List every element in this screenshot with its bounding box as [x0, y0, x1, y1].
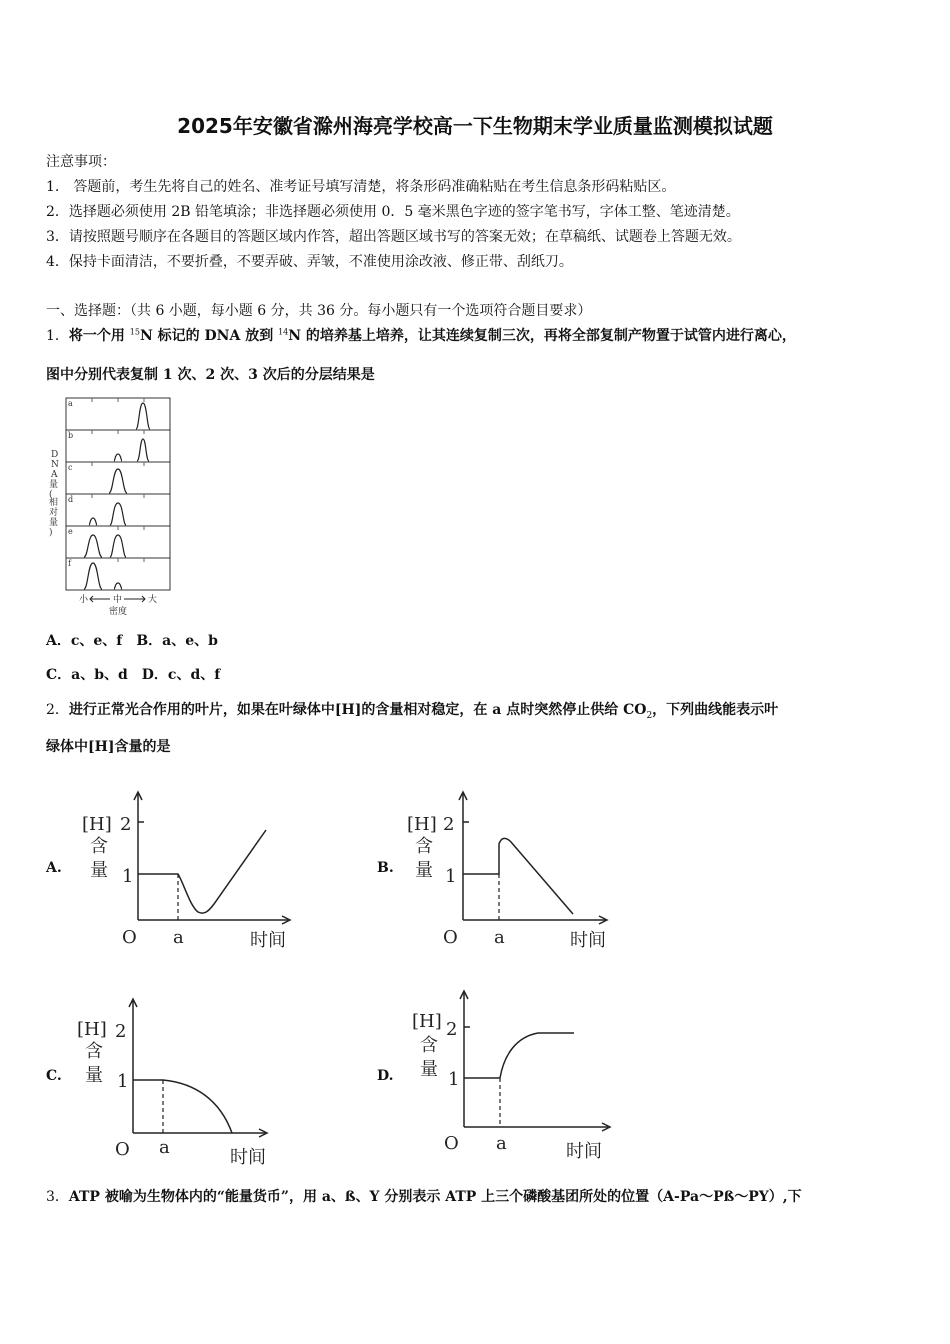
svg-text:O: O — [115, 1139, 130, 1160]
svg-text:含: 含 — [415, 836, 433, 857]
option-d-label: D. — [377, 1068, 394, 1084]
option-d-graph — [408, 985, 638, 1160]
svg-text:2: 2 — [115, 1021, 127, 1042]
option-a-graph — [80, 788, 310, 953]
x-large-label: 大 — [148, 595, 158, 605]
question-number: 2． — [46, 702, 69, 718]
x-small-label: 小 — [79, 595, 89, 605]
panel-label-e: e — [68, 527, 73, 536]
svg-text:时间: 时间 — [250, 930, 286, 951]
question-number: 1． — [46, 328, 69, 344]
svg-text:含: 含 — [85, 1041, 103, 1062]
question-2-text: 2．进行正常光合作用的叶片，如果在叶绿体中[H]的含量相对稳定，在 a 点时突然停止供给 $CO_2$，下列曲线能表示叶 — [46, 702, 779, 721]
x-axis-label: 密度 — [109, 607, 128, 617]
svg-text:时间: 时间 — [570, 930, 606, 951]
svg-text:O: O — [443, 927, 458, 948]
question-2-text-line2: 绿体中[H]含量的是 — [46, 739, 171, 755]
svg-text:2: 2 — [120, 814, 132, 835]
option-c-label: C. — [46, 1068, 62, 1084]
question-3-text: 3．ATP 被喻为生物体内的“能量货币”，用 a、ß、Y 分别表示 ATP 上三个磷酸基团所处的位置（A-Pa～Pß～PY）,下 — [46, 1189, 802, 1205]
panel-label-a: a — [68, 399, 73, 408]
question-1-options-line1: A．c、e、f B．a、e、b — [46, 633, 218, 649]
svg-text:2: 2 — [446, 1019, 458, 1040]
svg-text:1: 1 — [117, 1071, 129, 1092]
svg-text:时间: 时间 — [230, 1147, 266, 1167]
panel-label-b: b — [68, 431, 74, 440]
svg-text:量: 量 — [415, 860, 433, 881]
svg-text:量: 量 — [85, 1065, 103, 1086]
notice-heading: 注意事项： — [46, 154, 116, 170]
svg-text:O: O — [444, 1133, 459, 1154]
dna-centrifuge-figure — [46, 395, 176, 620]
svg-text:[H]: [H] — [77, 1019, 107, 1040]
svg-text:O: O — [122, 927, 137, 948]
svg-text:a: a — [159, 1137, 170, 1158]
notice-item-1: 1. 答题前，考生先将自己的姓名、准考证号填写清楚，将条形码准确粘贴在考生信息条形码粘贴区。 — [46, 179, 676, 195]
svg-text:a: a — [494, 927, 505, 948]
question-1-options-line2: C．a、b、d D．c、d、f — [46, 667, 221, 683]
y-axis-label: D N A 量(相对量) — [49, 450, 59, 538]
question-1-text-line2: 图中分别代表复制 1 次、2 次、3 次后的分层结果是 — [46, 367, 375, 383]
svg-text:时间: 时间 — [566, 1141, 602, 1160]
page-title: 2025年安徽省滁州海亮学校高一下生物期末学业质量监测模拟试题 — [177, 114, 773, 138]
panel-label-d: d — [68, 495, 74, 504]
svg-text:a: a — [496, 1133, 507, 1154]
svg-text:[H]: [H] — [407, 814, 437, 835]
notice-item-3: 3．请按照题号顺序在各题目的答题区域内作答，超出答题区域书写的答案无效；在草稿纸、试题卷上答题无效。 — [46, 229, 741, 245]
option-b-graph — [405, 788, 635, 953]
svg-text:量: 量 — [420, 1059, 438, 1080]
svg-text:[H]: [H] — [412, 1011, 442, 1032]
panel-label-c: c — [68, 463, 73, 472]
section-heading: 一、选择题：（共 6 小题，每小题 6 分，共 36 分。每小题只有一个选项符合题目要求） — [46, 303, 592, 319]
panel-label-f: f — [68, 559, 71, 568]
option-c-graph — [75, 995, 305, 1167]
svg-text:a: a — [173, 927, 184, 948]
x-mid-label: 中 — [113, 595, 123, 605]
svg-text:含: 含 — [420, 1035, 438, 1056]
option-a-label: A. — [46, 860, 62, 876]
option-b-label: B. — [377, 860, 394, 876]
question-number: 3． — [46, 1189, 69, 1205]
svg-text:量: 量 — [90, 860, 108, 881]
svg-text:1: 1 — [122, 866, 134, 887]
question-1-text: 1．将一个用 $^{15}$N 标记的 DNA 放到 $^{14}$N 的培养基上培养，让其连续复制三次，再将全部复制产物置于试管内进行离心， — [46, 327, 796, 344]
svg-text:1: 1 — [448, 1069, 460, 1090]
svg-text:2: 2 — [443, 814, 455, 835]
svg-text:含: 含 — [90, 836, 108, 857]
notice-item-4: 4．保持卡面清洁，不要折叠，不要弄破、弄皱，不准使用涂改液、修正带、刮纸刀。 — [46, 254, 573, 270]
svg-text:1: 1 — [445, 866, 457, 887]
notice-item-2: 2．选择题必须使用 2B 铅笔填涂；非选择题必须使用 0．5 毫米黑色字迹的签字笔书写，字体工整、笔迹清楚。 — [46, 204, 740, 220]
svg-text:[H]: [H] — [82, 814, 112, 835]
